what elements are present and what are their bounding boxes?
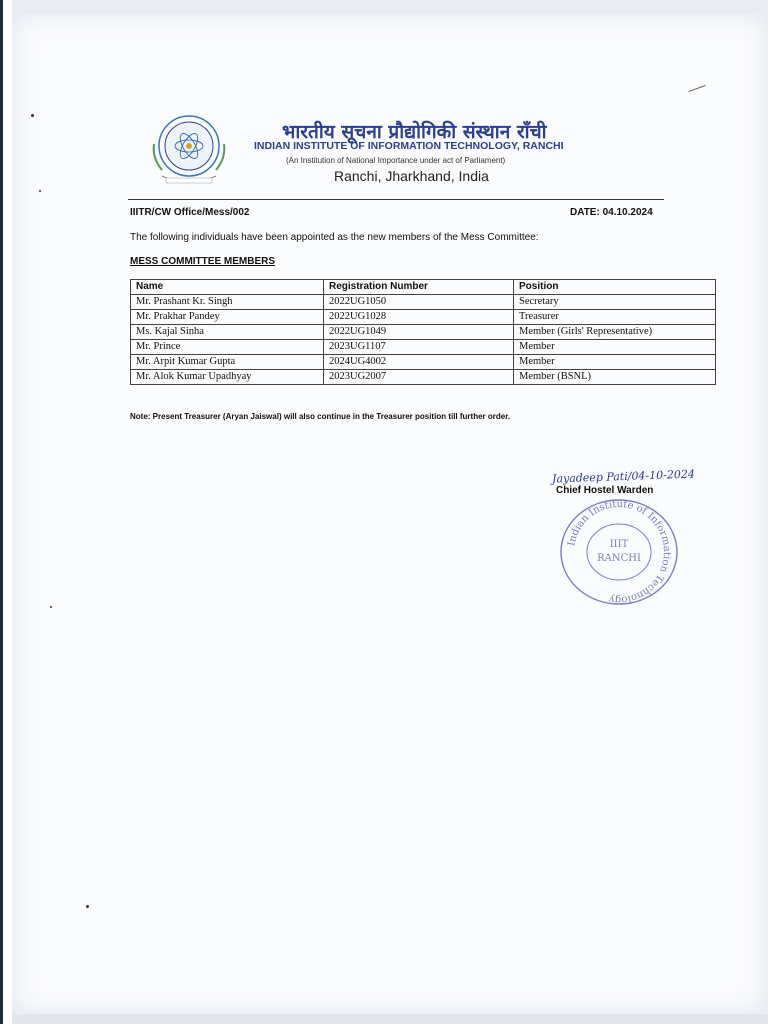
- member-registration: 2022UG1028: [324, 310, 514, 325]
- member-name: Mr. Arpit Kumar Gupta: [131, 355, 324, 370]
- institute-seal-stamp: [554, 496, 684, 608]
- stamp-center-line1: IIIT: [609, 539, 629, 550]
- table-row: [131, 340, 716, 355]
- table-header-row: [131, 280, 716, 295]
- member-registration: 2023UG1107: [324, 340, 514, 355]
- scan-speck: [86, 905, 89, 908]
- member-name: Mr. Alok Kumar Upadhyay: [131, 370, 324, 385]
- institute-english-name: INDIAN INSTITUTE OF INFORMATION TECHNOLOGY, RANCHI: [254, 140, 564, 152]
- reference-number: IIITR/CW Office/Mess/002: [130, 207, 250, 218]
- member-name: Ms. Kajal Sinha: [131, 325, 324, 340]
- member-position: Treasurer: [514, 310, 716, 325]
- member-registration: 2024UG4002: [324, 355, 514, 370]
- member-registration: 2023UG2007: [324, 370, 514, 385]
- member-position: Member (BSNL): [514, 370, 716, 385]
- scan-left-margin: [3, 0, 12, 1024]
- section-title: MESS COMMITTEE MEMBERS: [130, 256, 276, 267]
- header-name: Name: [131, 280, 324, 295]
- member-name: Mr. Prakhar Pandey: [131, 310, 324, 325]
- document-date: DATE: 04.10.2024: [570, 207, 653, 218]
- table-row: [131, 355, 716, 370]
- member-registration: 2022UG1049: [324, 325, 514, 340]
- table-row: [131, 370, 716, 385]
- institute-location: Ranchi, Jharkhand, India: [334, 168, 489, 184]
- header-registration-number: Registration Number: [324, 280, 514, 295]
- letterhead-divider: [128, 199, 664, 200]
- member-name: Mr. Prashant Kr. Singh: [131, 295, 324, 310]
- members-table: [130, 279, 716, 385]
- member-name: Mr. Prince: [131, 340, 324, 355]
- stamp-center-line2: RANCHI: [597, 553, 641, 564]
- scan-speck: [31, 114, 34, 117]
- institute-subtitle: (An Institution of National Importance under act of Parliament): [286, 156, 506, 165]
- svg-text:Indian Institute of Informatio: [566, 499, 672, 605]
- iiit-ranchi-logo-icon: [148, 108, 230, 190]
- table-row: [131, 310, 716, 325]
- stamp-ring-text: Indian Institute of Information Technology: [566, 498, 673, 606]
- scan-bottom-edge: [12, 1014, 768, 1024]
- member-position: Member: [514, 340, 716, 355]
- member-position: Member: [514, 355, 716, 370]
- handwritten-signature: Jayadeep Pati/04-10-2024: [551, 467, 696, 486]
- intro-text: The following individuals have been appointed as the new members of the Mess Committee:: [130, 232, 539, 243]
- scan-speck: [39, 190, 41, 192]
- table-row: [131, 295, 716, 310]
- table-row: [131, 325, 716, 340]
- scan-speck: [50, 606, 52, 608]
- member-registration: 2022UG1050: [324, 295, 514, 310]
- header-position: Position: [514, 280, 716, 295]
- member-position: Secretary: [514, 295, 716, 310]
- note-text: Note: Present Treasurer (Aryan Jaiswal) will also continue in the Treasurer position till further order.: [130, 412, 511, 421]
- member-position: Member (Girls' Representative): [514, 325, 716, 340]
- institute-hindi-name: भारतीय सूचना प्रौद्योगिकी संस्थान राँची: [282, 121, 547, 143]
- signer-title: Chief Hostel Warden: [556, 485, 654, 496]
